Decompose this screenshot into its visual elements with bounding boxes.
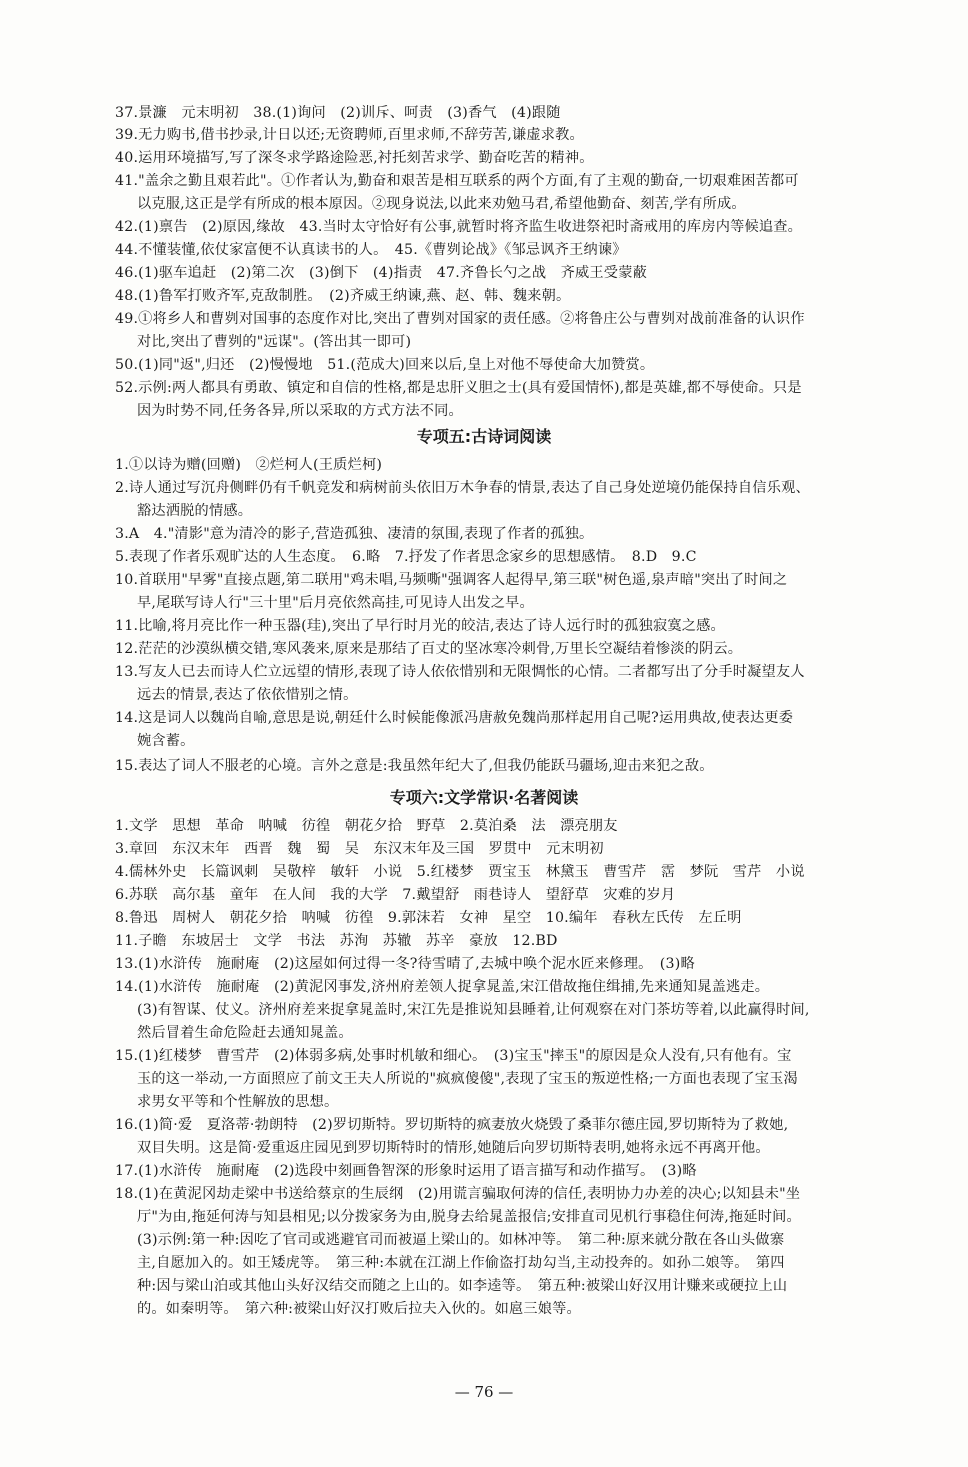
answer-line: 52.示例:两人都具有勇敢、镇定和自信的性格,都是忠肝义胆之士(具有爱国情怀),都是英雄,都不辱使命。只是 (115, 380, 802, 396)
answer-line: 12.茫茫的沙漠纵横交错,寒风袭来,原来是那结了百丈的坚冰寒冷刺骨,万里长空凝结着惨淡的阴云。 (115, 641, 743, 657)
answer-line: 15.(1)红楼梦 曹雪芹 (2)体弱多病,处事时机敏和细心。 (3)宝玉"摔玉"的原因是众人没有,只有他有。宝 (115, 1048, 792, 1064)
answer-line: 3.A 4."清影"意为清冷的影子,营造孤独、凄清的氛围,表现了作者的孤独。 (115, 526, 594, 542)
answer-line: 双目失明。这是简·爱重返庄园见到罗切斯特时的情形,她随后向罗切斯特表明,她将永远不再离开他。 (137, 1140, 770, 1156)
answer-line: 因为时势不同,任务各异,所以采取的方式方法不同。 (137, 403, 463, 419)
answer-line: 3.章回 东汉末年 西晋 魏 蜀 吴 东汉末年及三国 罗贯中 元末明初 (115, 841, 604, 857)
answer-line: 厅"为由,拖延何涛与知县相见;以分拨家务为由,脱身去给晁盖报信;安排直司见机行事稳住何涛,拖延时间。 (137, 1209, 801, 1225)
answer-line: 13.写友人已去而诗人伫立远望的情形,表现了诗人依依惜别和无限惆怅的心情。二者都写出了分手时凝望友人 (115, 664, 805, 680)
answer-line: (3)有智谋、仗义。济州府差来捉拿晁盖时,宋江先是推说知县睡着,让何观察在对门茶坊等着,以此赢得时间, (137, 1002, 810, 1018)
answer-line: 1.①以诗为赠(回赠) ②烂柯人(王质烂柯) (115, 457, 383, 473)
answer-line: 42.(1)禀告 (2)原因,缘故 43.当时太守恰好有公事,就暂时将齐监生收进祭祀时斋戒用的库房内等候追查。 (115, 219, 803, 235)
answer-line: 4.儒林外史 长篇讽刺 吴敬梓 敏轩 小说 5.红楼梦 贾宝玉 林黛玉 曹雪芹 霑 梦阮 雪芹 小说 (115, 864, 805, 880)
page-number: — 76 — (454, 1383, 514, 1401)
answer-line: 1.文学 思想 革命 呐喊 彷徨 朝花夕拾 野草 2.莫泊桑 法 漂亮朋友 (115, 818, 618, 834)
answer-line: 玉的这一举动,一方面照应了前文王夫人所说的"疯疯傻傻",表现了宝玉的叛逆性格;一方面也表现了宝玉渴 (137, 1071, 798, 1087)
answer-line: 2.诗人通过写沉舟侧畔仍有千帆竞发和病树前头依旧万木争春的情景,表达了自己身处逆境仍能保持自信乐观、 (115, 480, 810, 496)
answer-line: 15.表达了词人不服老的心境。言外之意是:我虽然年纪大了,但我仍能跃马疆场,迎击来犯之敌。 (115, 758, 714, 774)
answer-line: 的。如秦明等。 第六种:被梁山好汉打败后拉夫入伙的。如扈三娘等。 (137, 1301, 581, 1317)
answer-line: 11.比喻,将月亮比作一种玉器(珪),突出了早行时月光的皎洁,表达了诗人远行时的孤独寂寞之感。 (115, 618, 725, 634)
answer-line: 50.(1)同"返",归还 (2)慢慢地 51.(范成大)回来以后,皇上对他不辱使命大加赞赏。 (115, 357, 655, 373)
answer-line: 48.(1)鲁军打败齐军,克敌制胜。 (2)齐威王纳谏,燕、赵、韩、魏来朝。 (115, 288, 571, 304)
section-heading: 专项五:古诗词阅读 (416, 427, 552, 446)
answer-line: 37.景濂 元末明初 38.(1)询问 (2)训斥、呵责 (3)香气 (4)跟随 (115, 105, 561, 121)
answer-line: 对比,突出了曹刿的"远谋"。(答出其一即可) (137, 334, 412, 350)
answer-line: 8.鲁迅 周树人 朝花夕拾 呐喊 彷徨 9.郭沫若 女神 星空 10.编年 春秋左氏传 左丘明 (115, 910, 742, 926)
answer-line: 16.(1)简·爱 夏洛蒂·勃朗特 (2)罗切斯特。罗切斯特的疯妻放火烧毁了桑菲尔德庄园,罗切斯特为了救她, (115, 1117, 789, 1133)
answer-line: 46.(1)驱车追赶 (2)第二次 (3)倒下 (4)指责 47.齐鲁长勺之战 齐威王受蒙蔽 (115, 265, 647, 281)
answer-line: (3)示例:第一种:因吃了官司或逃避官司而被逼上梁山的。如林冲等。 第二种:原来就分散在各山头做寨 (137, 1232, 785, 1248)
answer-line: 10.首联用"早雾"直接点题,第二联用"鸡未唱,马频嘶"强调客人起得早,第三联"树色遥,泉声暗"突出了时间之 (115, 572, 788, 588)
answer-line: 以克服,这正是学有所成的根本原因。②现身说法,以此来劝勉马君,希望他勤奋、刻苦,学有所成。 (137, 196, 746, 212)
answer-line: 早,尾联写诗人行"三十里"后月亮依然高挂,可见诗人出发之早。 (137, 595, 534, 611)
answer-line: 14.(1)水浒传 施耐庵 (2)黄泥冈事发,济州府差领人捉拿晁盖,宋江借故拖住缉捕,先来通知晁盖逃走。 (115, 979, 770, 995)
answer-line: 婉含蓄。 (137, 733, 195, 749)
answer-line: 5.表现了作者乐观旷达的人生态度。 6.略 7.抒发了作者思念家乡的思想感情。 8.D 9.C (115, 549, 697, 565)
answer-line: 远去的情景,表达了依依惜别之情。 (137, 687, 358, 703)
answer-line: 11.子瞻 东坡居士 文学 书法 苏洵 苏辙 苏辛 豪放 12.BD (115, 933, 558, 949)
answer-line: 求男女平等和个性解放的思想。 (137, 1094, 339, 1110)
answer-line: 40.运用环境描写,写了深冬求学路途险恶,衬托刻苦求学、勤奋吃苦的精神。 (115, 150, 594, 166)
answer-line: 豁达洒脱的情感。 (137, 503, 253, 519)
answer-line: 6.苏联 高尔基 童年 在人间 我的大学 7.戴望舒 雨巷诗人 望舒草 灾难的岁月 (115, 887, 676, 903)
answer-line: 14.这是词人以魏尚自喻,意思是说,朝廷什么时候能像派冯唐赦免魏尚那样起用自己呢?运用典故,使表达更委 (115, 710, 794, 726)
answer-line: 主,自愿加入的。如王矮虎等。 第三种:本就在江湖上作偷盗打劫勾当,主动投奔的。如孙二娘等。 第四 (137, 1255, 785, 1271)
answer-line: 17.(1)水浒传 施耐庵 (2)选段中刻画鲁智深的形象时运用了语言描写和动作描写。 (3)略 (115, 1163, 697, 1179)
answer-line: 44.不懂装懂,依仗家富便不认真读书的人。 45.《曹刿论战》《邹忌讽齐王纳谏》 (115, 242, 627, 258)
answer-line: 49.①将乡人和曹刿对国事的态度作对比,突出了曹刿对国家的责任感。②将鲁庄公与曹刿对战前准备的认识作 (115, 311, 805, 327)
answer-line: 种:因与梁山泊或其他山头好汉结交而随之上山的。如李逵等。 第五种:被梁山好汉用计赚来或硬拉上山 (137, 1278, 788, 1294)
answer-line: 然后冒着生命危险赶去通知晁盖。 (137, 1025, 353, 1041)
answer-line: 18.(1)在黄泥冈劫走梁中书送给蔡京的生辰纲 (2)用谎言骗取何涛的信任,表明协力办差的决心;以知县未"坐 (115, 1186, 801, 1202)
section-heading: 专项六:文学常识·名著阅读 (389, 788, 579, 807)
answer-line: 41."盖余之勤且艰若此"。①作者认为,勤奋和艰苦是相互联系的两个方面,有了主观的勤奋,一切艰难困苦都可 (115, 173, 799, 189)
answer-line: 13.(1)水浒传 施耐庵 (2)这屋如何过得一冬?待雪晴了,去城中唤个泥水匠来修理。 (3)略 (115, 956, 695, 972)
answer-line: 39.无力购书,借书抄录,计日以还;无资聘师,百里求师,不辞劳苦,谦虚求教。 (115, 127, 584, 143)
